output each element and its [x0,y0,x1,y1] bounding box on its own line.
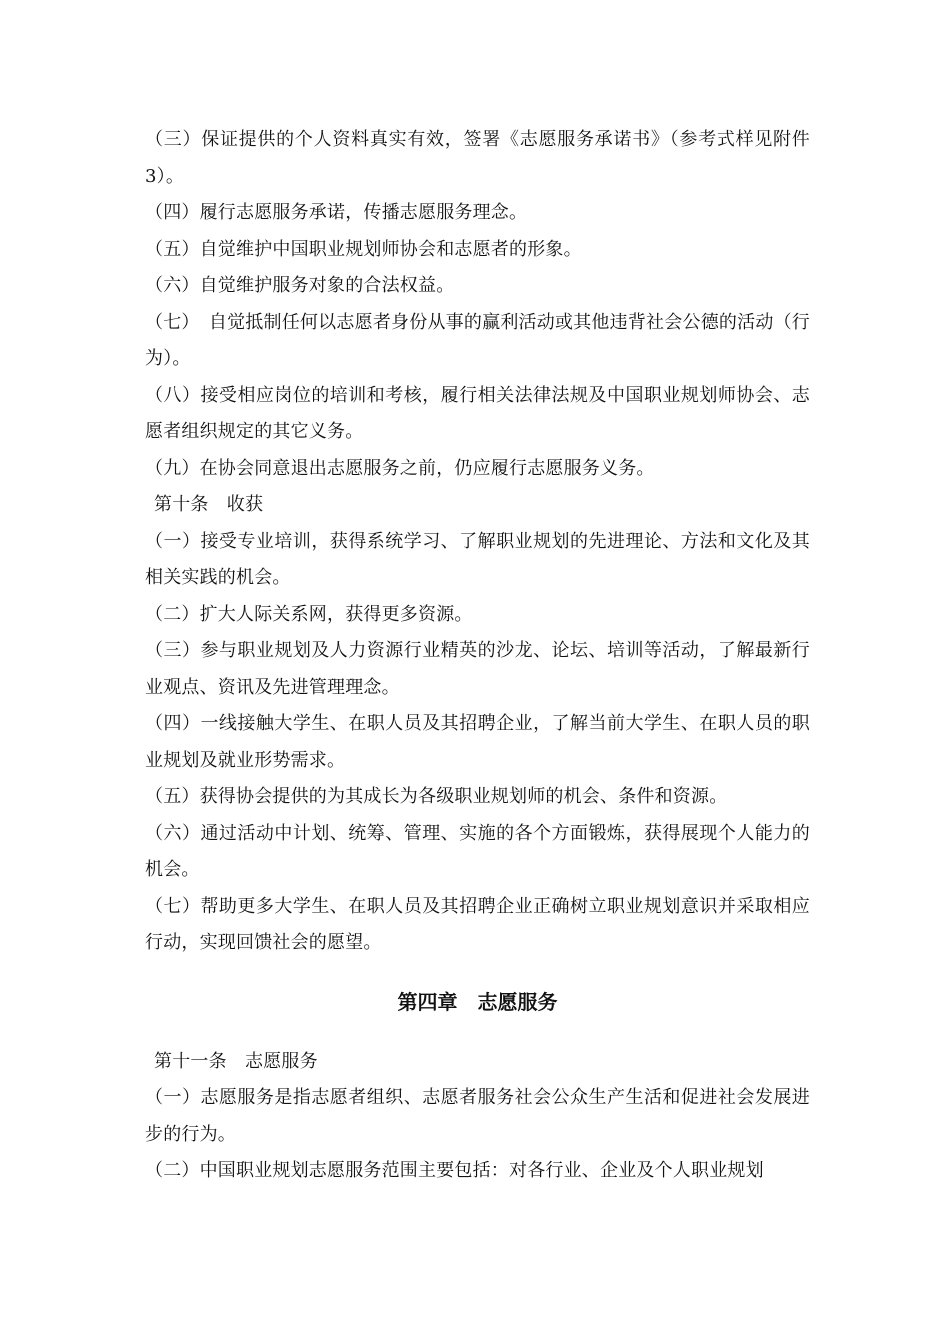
service-item-1: （一）志愿服务是指志愿者组织、志愿者服务社会公众生产生活和促进社会发展进步的行为。 [145,1087,810,1145]
duty-item-6: （六）自觉维护服务对象的合法权益。 [145,275,455,296]
duty-item-8: （八）接受相应岗位的培训和考核，履行相关法律法规及中国职业规划师协会、志愿者组织规定的其它义务。 [145,384,810,442]
duty-item-7: （七） 自觉抵制任何以志愿者身份从事的赢利活动或其他违背社会公德的活动（行为）。 [145,311,810,369]
duty-item-5: （五）自觉维护中国职业规划师协会和志愿者的形象。 [145,238,582,260]
benefit-item-4: （四）一线接触大学生、在职人员及其招聘企业，了解当前大学生、在职人员的职业规划及就业形势需求。 [145,713,810,771]
document-body [145,122,810,1190]
duty-item-9: （九）在协会同意退出志愿服务之前，仍应履行志愿服务义务。 [145,457,655,479]
duty-item-4: （四）履行志愿服务承诺，传播志愿服务理念。 [145,202,528,223]
duty-item-3: （三）保证提供的个人资料真实有效，签署《志愿服务承诺书》（参考式样见附件 3）。 [145,129,810,187]
benefit-item-6: （六）通过活动中计划、统筹、管理、实施的各个方面锻炼，获得展现个人能力的机会。 [145,822,810,880]
benefit-item-2: （二）扩大人际关系网，获得更多资源。 [145,603,473,625]
benefit-item-7: （七）帮助更多大学生、在职人员及其招聘企业正确树立职业规划意识并采取相应行动，实现回馈社会的愿望。 [145,895,810,953]
article-10-heading: 第十条 收获 [154,494,264,515]
benefit-item-5: （五）获得协会提供的为其成长为各级职业规划师的机会、条件和资源。 [145,786,728,807]
benefit-item-3: （三）参与职业规划及人力资源行业精英的沙龙、论坛、培训等活动，了解最新行业观点、资讯及先进管理理念。 [145,640,810,698]
chapter-4-title: 第四章 志愿服务 [397,989,558,1014]
article-11-heading: 第十一条 志愿服务 [154,1050,318,1072]
service-item-2: （二）中国职业规划志愿服务范围主要包括：对各行业、企业及个人职业规划 [145,1160,764,1181]
benefit-item-1: （一）接受专业培训，获得系统学习、了解职业规划的先进理论、方法和文化及其相关实践的机会。 [145,530,810,588]
